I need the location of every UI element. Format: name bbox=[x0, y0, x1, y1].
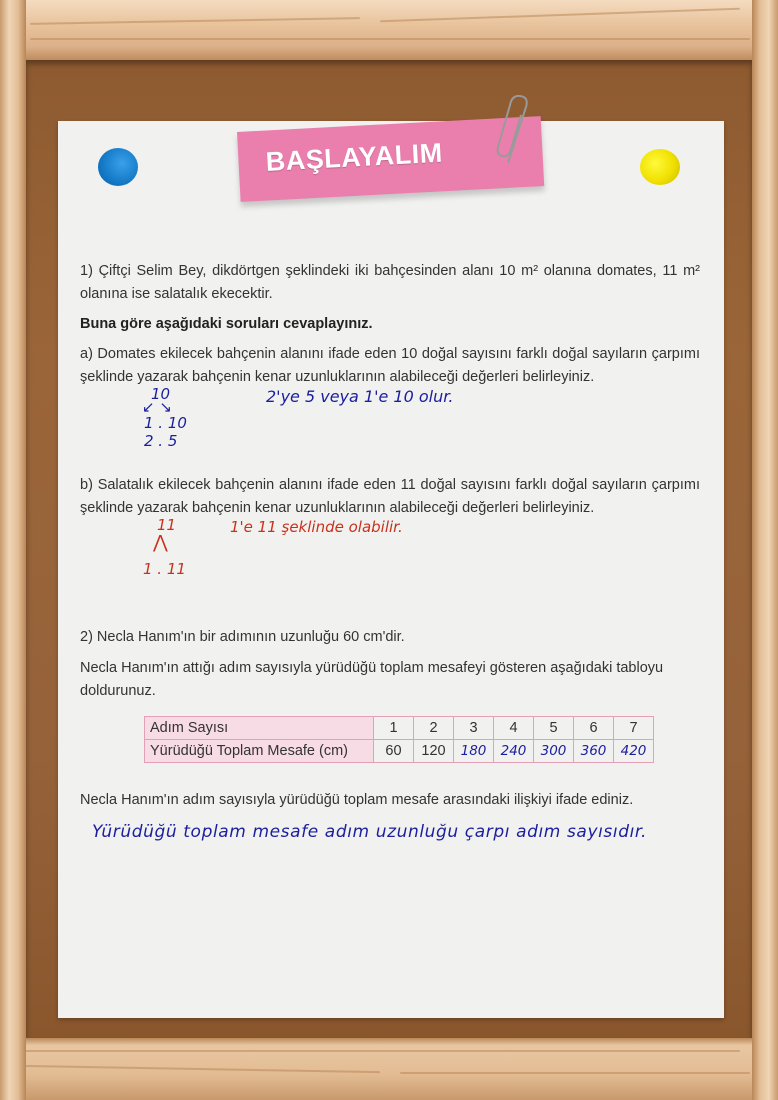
answer-a-line1: 1 . 10 bbox=[144, 414, 187, 432]
wood-grain bbox=[380, 8, 740, 23]
table-cell: 5 bbox=[534, 717, 574, 740]
answer-b-tree-arrows: ⋀ bbox=[153, 532, 168, 553]
table-cell: 120 bbox=[414, 740, 454, 763]
wood-grain bbox=[20, 1050, 740, 1052]
wooden-frame-right bbox=[752, 0, 778, 1100]
question2-relation-answer: Yürüdüğü toplam mesafe adım uzunluğu çarpı adım sayısıdır. bbox=[92, 822, 647, 842]
wooden-frame-bottom bbox=[0, 1038, 778, 1100]
question1-intro: 1) Çiftçi Selim Bey, dikdörtgen şeklindeki iki bahçesinden alanı 10 m² olanına domates, 11 m² olanına ise salatalık ekecektir. bbox=[80, 263, 700, 302]
answer-a-text: 2'ye 5 veya 1'e 10 olur. bbox=[266, 387, 454, 406]
table-cell-handwritten: 300 bbox=[534, 740, 574, 763]
table-cell: 7 bbox=[614, 717, 654, 740]
wooden-frame-left bbox=[0, 0, 26, 1100]
question2-intro: 2) Necla Hanım'ın bir adımının uzunluğu 60 cm'dir. bbox=[80, 629, 405, 645]
table-cell: 6 bbox=[574, 717, 614, 740]
table-cell-handwritten: 240 bbox=[494, 740, 534, 763]
paperclip-icon bbox=[496, 95, 536, 167]
answer-a-line2: 2 . 5 bbox=[144, 432, 178, 450]
table-header-distance: Yürüdüğü Toplam Mesafe (cm) bbox=[145, 740, 374, 763]
table-cell: 2 bbox=[414, 717, 454, 740]
table-cell: 4 bbox=[494, 717, 534, 740]
yellow-pushpin-icon bbox=[640, 149, 680, 185]
question2-relation-prompt: Necla Hanım'ın adım sayısıyla yürüdüğü toplam mesafe arasındaki ilişkiyi ifade ediniz. bbox=[80, 792, 634, 808]
question1a-prompt: a) Domates ekilecek bahçenin alanını ifade eden 10 doğal sayısını farklı doğal sayıların çarpımı şeklinde yazarak bahçenin kenar uzunluklarının alabileceği değerleri belirleyiniz. bbox=[80, 346, 700, 385]
answer-a-tree-arrows: ↙ ↘ bbox=[142, 398, 172, 416]
table-cell-handwritten: 420 bbox=[614, 740, 654, 763]
table-row-distance bbox=[145, 740, 654, 763]
table-cell-handwritten: 360 bbox=[574, 740, 614, 763]
table-cell: 1 bbox=[374, 717, 414, 740]
answer-b-line1: 1 . 11 bbox=[143, 560, 186, 578]
table-row-steps bbox=[145, 717, 654, 740]
wood-grain bbox=[30, 38, 750, 40]
table-cell-handwritten: 180 bbox=[454, 740, 494, 763]
wooden-frame-top bbox=[0, 0, 778, 62]
table-header-steps: Adım Sayısı bbox=[145, 717, 374, 740]
table-cell: 3 bbox=[454, 717, 494, 740]
question1-instruction: Buna göre aşağıdaki soruları cevaplayınız. bbox=[80, 316, 373, 332]
blue-pushpin-icon bbox=[98, 148, 138, 186]
answer-b-text: 1'e 11 şeklinde olabilir. bbox=[230, 518, 403, 536]
wood-grain bbox=[20, 1065, 380, 1073]
question1b-prompt: b) Salatalık ekilecek bahçenin alanını ifade eden 11 doğal sayısını farklı doğal sayıların çarpımı şeklinde yazarak bahçenin kenar uzunluklarının alabileceği değerleri belirleyiniz. bbox=[80, 477, 700, 516]
banner-title: BAŞLAYALIM bbox=[265, 137, 444, 177]
answer-b-tree-root: 11 bbox=[157, 516, 177, 534]
answer-a-tree-root: 10 bbox=[151, 385, 171, 403]
table-cell: 60 bbox=[374, 740, 414, 763]
wood-grain bbox=[400, 1072, 750, 1074]
steps-distance-table bbox=[144, 716, 654, 763]
question2-instruction: Necla Hanım'ın attığı adım sayısıyla yürüdüğü toplam mesafeyi gösteren aşağıdaki tabloyu doldurunuz. bbox=[80, 660, 664, 699]
wood-grain bbox=[30, 17, 360, 25]
